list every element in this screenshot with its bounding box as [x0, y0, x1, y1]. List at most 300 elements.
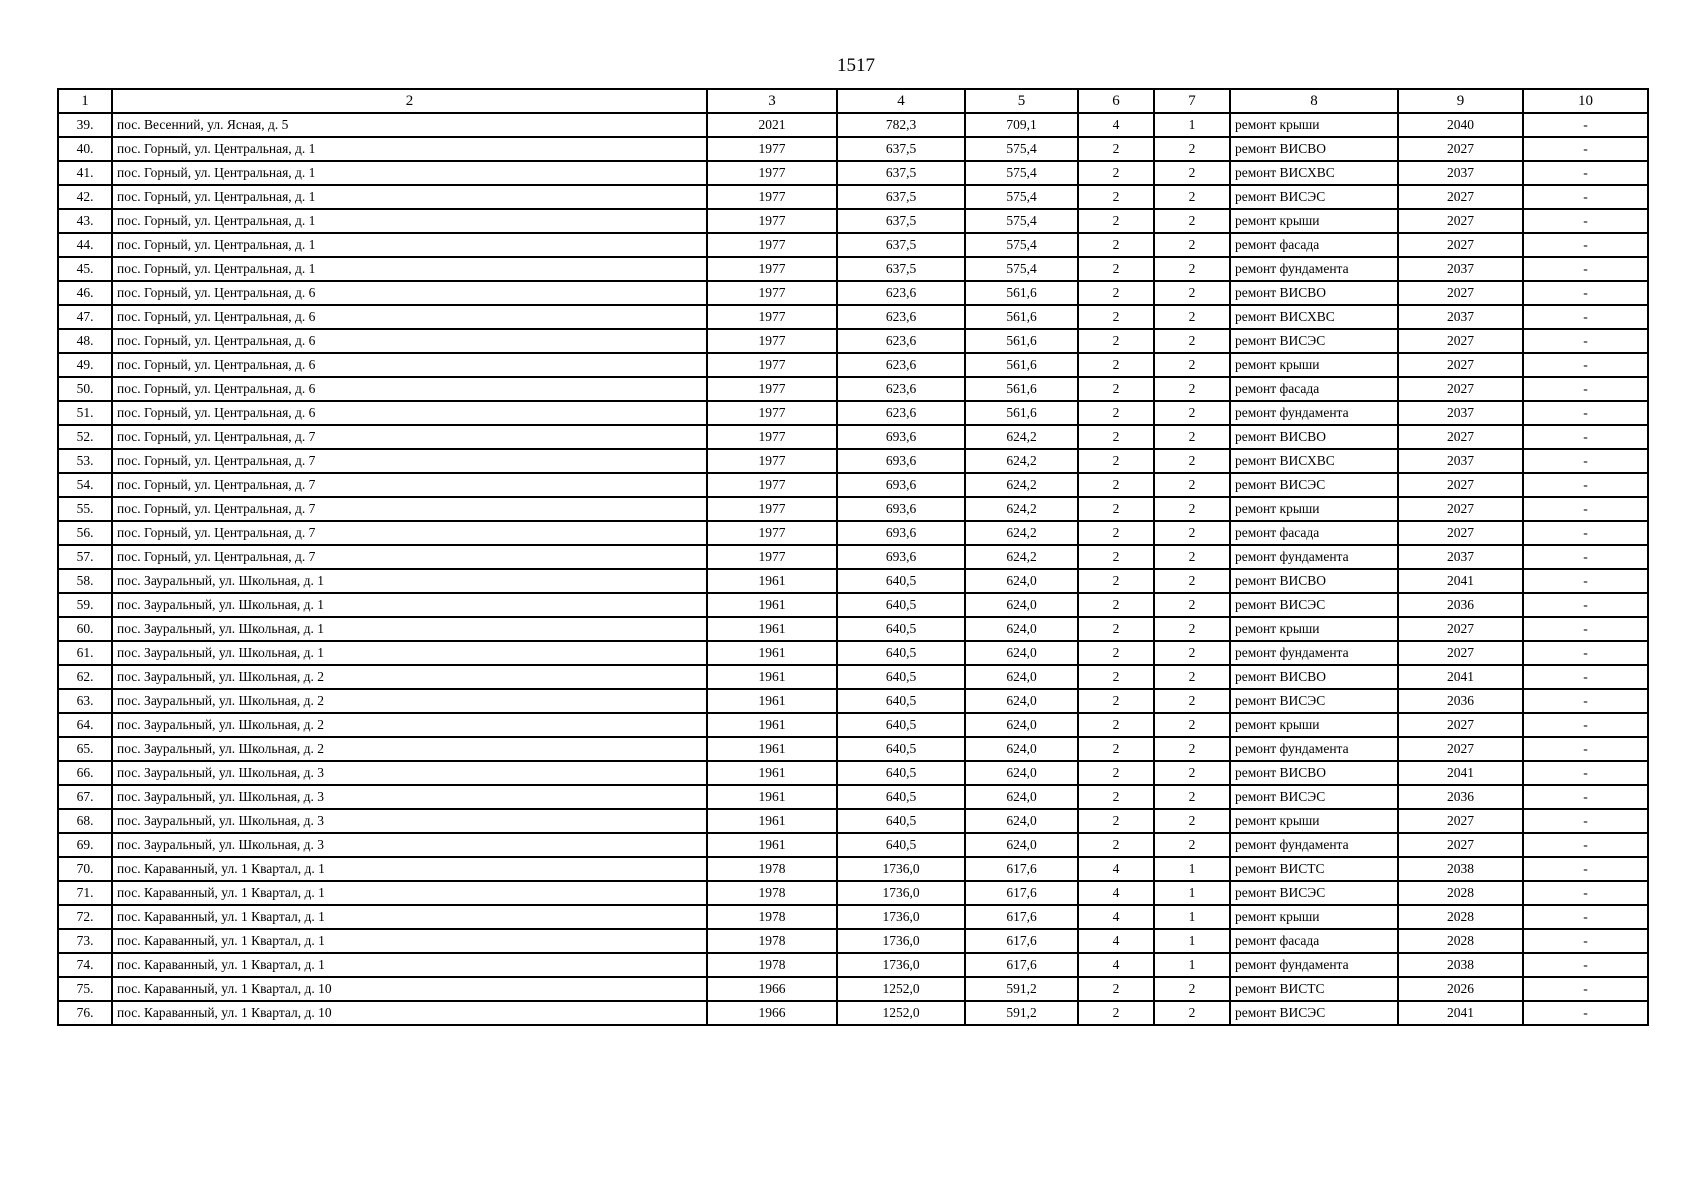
- table-cell-col-3: 1977: [707, 161, 837, 185]
- table-cell-col-10: -: [1523, 665, 1648, 689]
- table-cell-col-6: 2: [1078, 809, 1154, 833]
- table-cell-col-6: 2: [1078, 521, 1154, 545]
- table-cell-col-5: 617,6: [965, 857, 1078, 881]
- table-cell-col-2: пос. Караванный, ул. 1 Квартал, д. 1: [112, 881, 707, 905]
- table-cell-col-4: 693,6: [837, 449, 965, 473]
- table-cell-col-9: 2027: [1398, 137, 1523, 161]
- table-cell-col-5: 617,6: [965, 929, 1078, 953]
- table-cell-col-9: 2037: [1398, 257, 1523, 281]
- table-cell-col-1: 41.: [58, 161, 112, 185]
- table-cell-col-1: 43.: [58, 209, 112, 233]
- column-header-9: 9: [1398, 89, 1523, 113]
- table-row: [58, 425, 1648, 449]
- table-cell-col-7: 2: [1154, 425, 1230, 449]
- table-cell-col-8: ремонт крыши: [1230, 617, 1398, 641]
- table-cell-col-3: 1961: [707, 593, 837, 617]
- table-cell-col-10: -: [1523, 617, 1648, 641]
- table-cell-col-4: 640,5: [837, 689, 965, 713]
- table-cell-col-3: 1977: [707, 449, 837, 473]
- table-cell-col-5: 624,2: [965, 449, 1078, 473]
- table-cell-col-1: 69.: [58, 833, 112, 857]
- table-row: [58, 401, 1648, 425]
- table-cell-col-5: 624,0: [965, 737, 1078, 761]
- table-cell-col-3: 1961: [707, 833, 837, 857]
- table-cell-col-9: 2041: [1398, 761, 1523, 785]
- table-cell-col-9: 2037: [1398, 545, 1523, 569]
- table-cell-col-5: 624,0: [965, 761, 1078, 785]
- table-cell-col-10: -: [1523, 185, 1648, 209]
- table-body: [58, 113, 1648, 1025]
- table-row: [58, 761, 1648, 785]
- table-cell-col-5: 561,6: [965, 353, 1078, 377]
- table-cell-col-2: пос. Горный, ул. Центральная, д. 1: [112, 233, 707, 257]
- table-cell-col-10: -: [1523, 449, 1648, 473]
- table-cell-col-10: -: [1523, 857, 1648, 881]
- table-cell-col-7: 2: [1154, 353, 1230, 377]
- table-cell-col-5: 561,6: [965, 377, 1078, 401]
- table-cell-col-5: 575,4: [965, 209, 1078, 233]
- table-cell-col-9: 2036: [1398, 593, 1523, 617]
- table-cell-col-8: ремонт крыши: [1230, 497, 1398, 521]
- table-cell-col-1: 47.: [58, 305, 112, 329]
- column-header-6: 6: [1078, 89, 1154, 113]
- table-cell-col-10: -: [1523, 641, 1648, 665]
- table-cell-col-1: 54.: [58, 473, 112, 497]
- table-cell-col-6: 2: [1078, 689, 1154, 713]
- table-cell-col-2: пос. Горный, ул. Центральная, д. 1: [112, 257, 707, 281]
- table-cell-col-5: 624,2: [965, 497, 1078, 521]
- table-cell-col-3: 1978: [707, 857, 837, 881]
- table-cell-col-3: 1966: [707, 977, 837, 1001]
- table-cell-col-3: 1977: [707, 425, 837, 449]
- table-cell-col-1: 49.: [58, 353, 112, 377]
- table-cell-col-6: 2: [1078, 473, 1154, 497]
- table-cell-col-9: 2028: [1398, 881, 1523, 905]
- table-cell-col-3: 1977: [707, 329, 837, 353]
- table-cell-col-7: 2: [1154, 785, 1230, 809]
- table-cell-col-8: ремонт ВИСВО: [1230, 137, 1398, 161]
- table-cell-col-4: 640,5: [837, 833, 965, 857]
- table-row: [58, 209, 1648, 233]
- table-cell-col-4: 1252,0: [837, 977, 965, 1001]
- table-cell-col-3: 1977: [707, 209, 837, 233]
- table-cell-col-2: пос. Горный, ул. Центральная, д. 7: [112, 473, 707, 497]
- table-cell-col-9: 2036: [1398, 785, 1523, 809]
- table-cell-col-1: 65.: [58, 737, 112, 761]
- table-cell-col-8: ремонт ВИСВО: [1230, 761, 1398, 785]
- table-cell-col-7: 2: [1154, 617, 1230, 641]
- table-cell-col-6: 2: [1078, 305, 1154, 329]
- table-cell-col-8: ремонт крыши: [1230, 353, 1398, 377]
- table-cell-col-1: 40.: [58, 137, 112, 161]
- table-cell-col-8: ремонт фундамента: [1230, 401, 1398, 425]
- table-cell-col-10: -: [1523, 593, 1648, 617]
- table-cell-col-1: 51.: [58, 401, 112, 425]
- table-cell-col-2: пос. Горный, ул. Центральная, д. 1: [112, 161, 707, 185]
- table-cell-col-2: пос. Горный, ул. Центральная, д. 1: [112, 209, 707, 233]
- table-cell-col-1: 52.: [58, 425, 112, 449]
- table-cell-col-8: ремонт крыши: [1230, 713, 1398, 737]
- table-cell-col-9: 2037: [1398, 161, 1523, 185]
- table-cell-col-1: 60.: [58, 617, 112, 641]
- table-cell-col-5: 624,0: [965, 593, 1078, 617]
- table-row: [58, 1001, 1648, 1025]
- table-cell-col-7: 2: [1154, 185, 1230, 209]
- table-cell-col-9: 2027: [1398, 737, 1523, 761]
- table-cell-col-4: 1736,0: [837, 929, 965, 953]
- table-cell-col-4: 637,5: [837, 185, 965, 209]
- table-cell-col-10: -: [1523, 833, 1648, 857]
- table-cell-col-8: ремонт фундамента: [1230, 641, 1398, 665]
- table-cell-col-1: 75.: [58, 977, 112, 1001]
- table-cell-col-9: 2027: [1398, 353, 1523, 377]
- table-cell-col-5: 624,0: [965, 713, 1078, 737]
- table-cell-col-6: 2: [1078, 233, 1154, 257]
- table-cell-col-5: 561,6: [965, 281, 1078, 305]
- table-cell-col-5: 561,6: [965, 305, 1078, 329]
- table-cell-col-7: 2: [1154, 689, 1230, 713]
- table-cell-col-2: пос. Горный, ул. Центральная, д. 6: [112, 329, 707, 353]
- table-cell-col-5: 624,2: [965, 545, 1078, 569]
- table-row: [58, 929, 1648, 953]
- table-cell-col-5: 624,0: [965, 809, 1078, 833]
- table-cell-col-2: пос. Зауральный, ул. Школьная, д. 1: [112, 569, 707, 593]
- table-cell-col-5: 591,2: [965, 977, 1078, 1001]
- table-cell-col-4: 637,5: [837, 209, 965, 233]
- table-cell-col-7: 2: [1154, 833, 1230, 857]
- table-cell-col-2: пос. Горный, ул. Центральная, д. 7: [112, 545, 707, 569]
- table-cell-col-10: -: [1523, 305, 1648, 329]
- table-cell-col-9: 2027: [1398, 833, 1523, 857]
- table-row: [58, 689, 1648, 713]
- table-row: [58, 113, 1648, 137]
- table-cell-col-1: 61.: [58, 641, 112, 665]
- table-cell-col-6: 2: [1078, 449, 1154, 473]
- table-cell-col-1: 70.: [58, 857, 112, 881]
- table-cell-col-7: 2: [1154, 497, 1230, 521]
- table-cell-col-4: 623,6: [837, 401, 965, 425]
- table-row: [58, 953, 1648, 977]
- table-cell-col-8: ремонт ВИСТС: [1230, 857, 1398, 881]
- table-cell-col-1: 73.: [58, 929, 112, 953]
- table-cell-col-4: 1252,0: [837, 1001, 965, 1025]
- table-cell-col-2: пос. Зауральный, ул. Школьная, д. 3: [112, 785, 707, 809]
- table-cell-col-2: пос. Горный, ул. Центральная, д. 6: [112, 377, 707, 401]
- table-cell-col-1: 66.: [58, 761, 112, 785]
- table-cell-col-2: пос. Горный, ул. Центральная, д. 1: [112, 137, 707, 161]
- table-cell-col-8: ремонт ВИСВО: [1230, 569, 1398, 593]
- table-cell-col-3: 1961: [707, 665, 837, 689]
- table-cell-col-1: 45.: [58, 257, 112, 281]
- table-cell-col-10: -: [1523, 497, 1648, 521]
- table-cell-col-3: 1977: [707, 137, 837, 161]
- table-cell-col-2: пос. Горный, ул. Центральная, д. 6: [112, 401, 707, 425]
- table-cell-col-4: 782,3: [837, 113, 965, 137]
- table-cell-col-9: 2027: [1398, 521, 1523, 545]
- table-cell-col-10: -: [1523, 977, 1648, 1001]
- table-cell-col-1: 71.: [58, 881, 112, 905]
- table-cell-col-2: пос. Зауральный, ул. Школьная, д. 2: [112, 665, 707, 689]
- table-cell-col-10: -: [1523, 425, 1648, 449]
- table-cell-col-9: 2027: [1398, 281, 1523, 305]
- table-cell-col-9: 2027: [1398, 377, 1523, 401]
- table-cell-col-5: 624,0: [965, 689, 1078, 713]
- table-cell-col-3: 1977: [707, 233, 837, 257]
- table-cell-col-5: 561,6: [965, 329, 1078, 353]
- table-cell-col-9: 2027: [1398, 233, 1523, 257]
- table-cell-col-10: -: [1523, 377, 1648, 401]
- table-cell-col-2: пос. Горный, ул. Центральная, д. 7: [112, 497, 707, 521]
- table-cell-col-9: 2027: [1398, 617, 1523, 641]
- table-cell-col-2: пос. Зауральный, ул. Школьная, д. 3: [112, 833, 707, 857]
- table-cell-col-7: 1: [1154, 857, 1230, 881]
- table-cell-col-10: -: [1523, 737, 1648, 761]
- table-cell-col-8: ремонт ВИСХВС: [1230, 161, 1398, 185]
- table-cell-col-6: 4: [1078, 113, 1154, 137]
- table-cell-col-9: 2026: [1398, 977, 1523, 1001]
- table-cell-col-10: -: [1523, 713, 1648, 737]
- table-cell-col-4: 693,6: [837, 521, 965, 545]
- table-cell-col-4: 640,5: [837, 713, 965, 737]
- table-cell-col-10: -: [1523, 161, 1648, 185]
- table-cell-col-3: 1961: [707, 641, 837, 665]
- table-cell-col-7: 2: [1154, 593, 1230, 617]
- table-cell-col-1: 50.: [58, 377, 112, 401]
- table-cell-col-3: 1978: [707, 929, 837, 953]
- table-cell-col-6: 2: [1078, 641, 1154, 665]
- table-cell-col-10: -: [1523, 329, 1648, 353]
- table-cell-col-8: ремонт ВИСЭС: [1230, 689, 1398, 713]
- table-cell-col-3: 1966: [707, 1001, 837, 1025]
- table-cell-col-5: 617,6: [965, 953, 1078, 977]
- table-cell-col-8: ремонт крыши: [1230, 113, 1398, 137]
- table-cell-col-4: 693,6: [837, 425, 965, 449]
- table-cell-col-4: 1736,0: [837, 905, 965, 929]
- table-cell-col-2: пос. Зауральный, ул. Школьная, д. 3: [112, 809, 707, 833]
- table-cell-col-1: 46.: [58, 281, 112, 305]
- table-cell-col-3: 1977: [707, 377, 837, 401]
- table-cell-col-10: -: [1523, 569, 1648, 593]
- table-cell-col-3: 1961: [707, 809, 837, 833]
- table-cell-col-3: 1977: [707, 521, 837, 545]
- column-header-5: 5: [965, 89, 1078, 113]
- table-cell-col-4: 640,5: [837, 593, 965, 617]
- table-row: [58, 137, 1648, 161]
- table-cell-col-1: 58.: [58, 569, 112, 593]
- table-cell-col-6: 2: [1078, 137, 1154, 161]
- page-number: 1517: [837, 55, 875, 76]
- table-cell-col-5: 575,4: [965, 233, 1078, 257]
- table-cell-col-9: 2028: [1398, 905, 1523, 929]
- table-cell-col-9: 2027: [1398, 473, 1523, 497]
- table-cell-col-1: 59.: [58, 593, 112, 617]
- table-cell-col-6: 2: [1078, 1001, 1154, 1025]
- table-cell-col-8: ремонт фундамента: [1230, 545, 1398, 569]
- table-cell-col-7: 2: [1154, 449, 1230, 473]
- table-cell-col-9: 2041: [1398, 569, 1523, 593]
- table-cell-col-8: ремонт ВИСХВС: [1230, 305, 1398, 329]
- table-row: [58, 905, 1648, 929]
- table-cell-col-1: 62.: [58, 665, 112, 689]
- table-cell-col-10: -: [1523, 233, 1648, 257]
- table-cell-col-2: пос. Караванный, ул. 1 Квартал, д. 1: [112, 857, 707, 881]
- table-cell-col-1: 55.: [58, 497, 112, 521]
- table-cell-col-5: 624,2: [965, 521, 1078, 545]
- table-cell-col-4: 640,5: [837, 569, 965, 593]
- column-header-8: 8: [1230, 89, 1398, 113]
- table-cell-col-5: 624,0: [965, 785, 1078, 809]
- table-cell-col-4: 640,5: [837, 641, 965, 665]
- table-cell-col-10: -: [1523, 761, 1648, 785]
- table-cell-col-5: 591,2: [965, 1001, 1078, 1025]
- table-cell-col-7: 2: [1154, 377, 1230, 401]
- table-cell-col-7: 2: [1154, 521, 1230, 545]
- table-cell-col-5: 624,0: [965, 665, 1078, 689]
- table-cell-col-8: ремонт ВИСЭС: [1230, 881, 1398, 905]
- table-cell-col-9: 2037: [1398, 305, 1523, 329]
- table-cell-col-10: -: [1523, 905, 1648, 929]
- table-cell-col-1: 57.: [58, 545, 112, 569]
- table-cell-col-6: 2: [1078, 761, 1154, 785]
- table-cell-col-10: -: [1523, 785, 1648, 809]
- table-row: [58, 185, 1648, 209]
- table-cell-col-4: 623,6: [837, 353, 965, 377]
- table-cell-col-5: 709,1: [965, 113, 1078, 137]
- table-cell-col-6: 2: [1078, 209, 1154, 233]
- table-row: [58, 809, 1648, 833]
- table-cell-col-3: 1977: [707, 353, 837, 377]
- table-cell-col-7: 2: [1154, 257, 1230, 281]
- column-header-10: 10: [1523, 89, 1648, 113]
- table-row: [58, 473, 1648, 497]
- table-row: [58, 521, 1648, 545]
- table-cell-col-3: 1978: [707, 881, 837, 905]
- table-cell-col-6: 2: [1078, 569, 1154, 593]
- table-cell-col-10: -: [1523, 881, 1648, 905]
- table-row: [58, 785, 1648, 809]
- table-cell-col-2: пос. Весенний, ул. Ясная, д. 5: [112, 113, 707, 137]
- table-cell-col-8: ремонт ВИСХВС: [1230, 449, 1398, 473]
- table-cell-col-4: 693,6: [837, 473, 965, 497]
- table-row: [58, 305, 1648, 329]
- table-cell-col-6: 2: [1078, 281, 1154, 305]
- table-cell-col-6: 2: [1078, 161, 1154, 185]
- table-cell-col-9: 2027: [1398, 185, 1523, 209]
- table-cell-col-1: 48.: [58, 329, 112, 353]
- table-cell-col-7: 1: [1154, 929, 1230, 953]
- table-cell-col-3: 1961: [707, 689, 837, 713]
- table-cell-col-6: 2: [1078, 617, 1154, 641]
- table-cell-col-7: 2: [1154, 209, 1230, 233]
- table-cell-col-2: пос. Горный, ул. Центральная, д. 7: [112, 425, 707, 449]
- table-cell-col-1: 44.: [58, 233, 112, 257]
- table-cell-col-10: -: [1523, 545, 1648, 569]
- table-row: [58, 617, 1648, 641]
- table-cell-col-9: 2027: [1398, 809, 1523, 833]
- table-cell-col-4: 640,5: [837, 737, 965, 761]
- table-cell-col-4: 640,5: [837, 785, 965, 809]
- table-cell-col-1: 72.: [58, 905, 112, 929]
- table-cell-col-3: 2021: [707, 113, 837, 137]
- table-cell-col-7: 1: [1154, 953, 1230, 977]
- table-cell-col-2: пос. Караванный, ул. 1 Квартал, д. 10: [112, 977, 707, 1001]
- table-cell-col-7: 2: [1154, 809, 1230, 833]
- table-cell-col-3: 1961: [707, 713, 837, 737]
- table-cell-col-7: 2: [1154, 137, 1230, 161]
- table-cell-col-10: -: [1523, 113, 1648, 137]
- table-cell-col-2: пос. Караванный, ул. 1 Квартал, д. 10: [112, 1001, 707, 1025]
- table-cell-col-10: -: [1523, 473, 1648, 497]
- table-cell-col-4: 623,6: [837, 305, 965, 329]
- table-cell-col-8: ремонт ВИСВО: [1230, 665, 1398, 689]
- table-row: [58, 497, 1648, 521]
- table-cell-col-5: 617,6: [965, 905, 1078, 929]
- table-cell-col-3: 1961: [707, 569, 837, 593]
- table-cell-col-9: 2027: [1398, 497, 1523, 521]
- table-cell-col-1: 53.: [58, 449, 112, 473]
- table-cell-col-8: ремонт фундамента: [1230, 257, 1398, 281]
- table-cell-col-10: -: [1523, 137, 1648, 161]
- table-cell-col-2: пос. Горный, ул. Центральная, д. 6: [112, 353, 707, 377]
- table-cell-col-2: пос. Горный, ул. Центральная, д. 7: [112, 521, 707, 545]
- table-cell-col-5: 624,0: [965, 641, 1078, 665]
- table-cell-col-3: 1961: [707, 785, 837, 809]
- table-cell-col-6: 4: [1078, 953, 1154, 977]
- table-row: [58, 257, 1648, 281]
- table-cell-col-8: ремонт ВИСВО: [1230, 425, 1398, 449]
- table-cell-col-6: 4: [1078, 881, 1154, 905]
- table-row: [58, 353, 1648, 377]
- table-cell-col-7: 1: [1154, 881, 1230, 905]
- table-cell-col-5: 624,0: [965, 617, 1078, 641]
- table-cell-col-9: 2037: [1398, 401, 1523, 425]
- table-cell-col-4: 1736,0: [837, 881, 965, 905]
- table-row: [58, 857, 1648, 881]
- table-cell-col-1: 63.: [58, 689, 112, 713]
- table-cell-col-9: 2027: [1398, 209, 1523, 233]
- table-cell-col-9: 2038: [1398, 953, 1523, 977]
- table-cell-col-2: пос. Зауральный, ул. Школьная, д. 2: [112, 713, 707, 737]
- table-cell-col-10: -: [1523, 689, 1648, 713]
- column-header-4: 4: [837, 89, 965, 113]
- table-cell-col-9: 2040: [1398, 113, 1523, 137]
- table-cell-col-8: ремонт ВИСЭС: [1230, 1001, 1398, 1025]
- table-cell-col-10: -: [1523, 209, 1648, 233]
- table-cell-col-7: 2: [1154, 545, 1230, 569]
- table-cell-col-7: 2: [1154, 281, 1230, 305]
- table-cell-col-3: 1961: [707, 617, 837, 641]
- table-cell-col-6: 2: [1078, 713, 1154, 737]
- table-cell-col-6: 2: [1078, 185, 1154, 209]
- table-cell-col-7: 1: [1154, 113, 1230, 137]
- table-cell-col-2: пос. Горный, ул. Центральная, д. 6: [112, 281, 707, 305]
- table-cell-col-3: 1961: [707, 761, 837, 785]
- table-cell-col-7: 2: [1154, 665, 1230, 689]
- table-cell-col-2: пос. Зауральный, ул. Школьная, д. 2: [112, 737, 707, 761]
- column-header-1: 1: [58, 89, 112, 113]
- column-header-7: 7: [1154, 89, 1230, 113]
- table-cell-col-6: 2: [1078, 425, 1154, 449]
- table-row: [58, 833, 1648, 857]
- table-cell-col-5: 624,2: [965, 425, 1078, 449]
- table-row: [58, 977, 1648, 1001]
- table-cell-col-3: 1977: [707, 305, 837, 329]
- table-cell-col-7: 1: [1154, 905, 1230, 929]
- table-cell-col-5: 575,4: [965, 137, 1078, 161]
- table-cell-col-8: ремонт фундамента: [1230, 953, 1398, 977]
- table-cell-col-2: пос. Горный, ул. Центральная, д. 1: [112, 185, 707, 209]
- table-cell-col-10: -: [1523, 953, 1648, 977]
